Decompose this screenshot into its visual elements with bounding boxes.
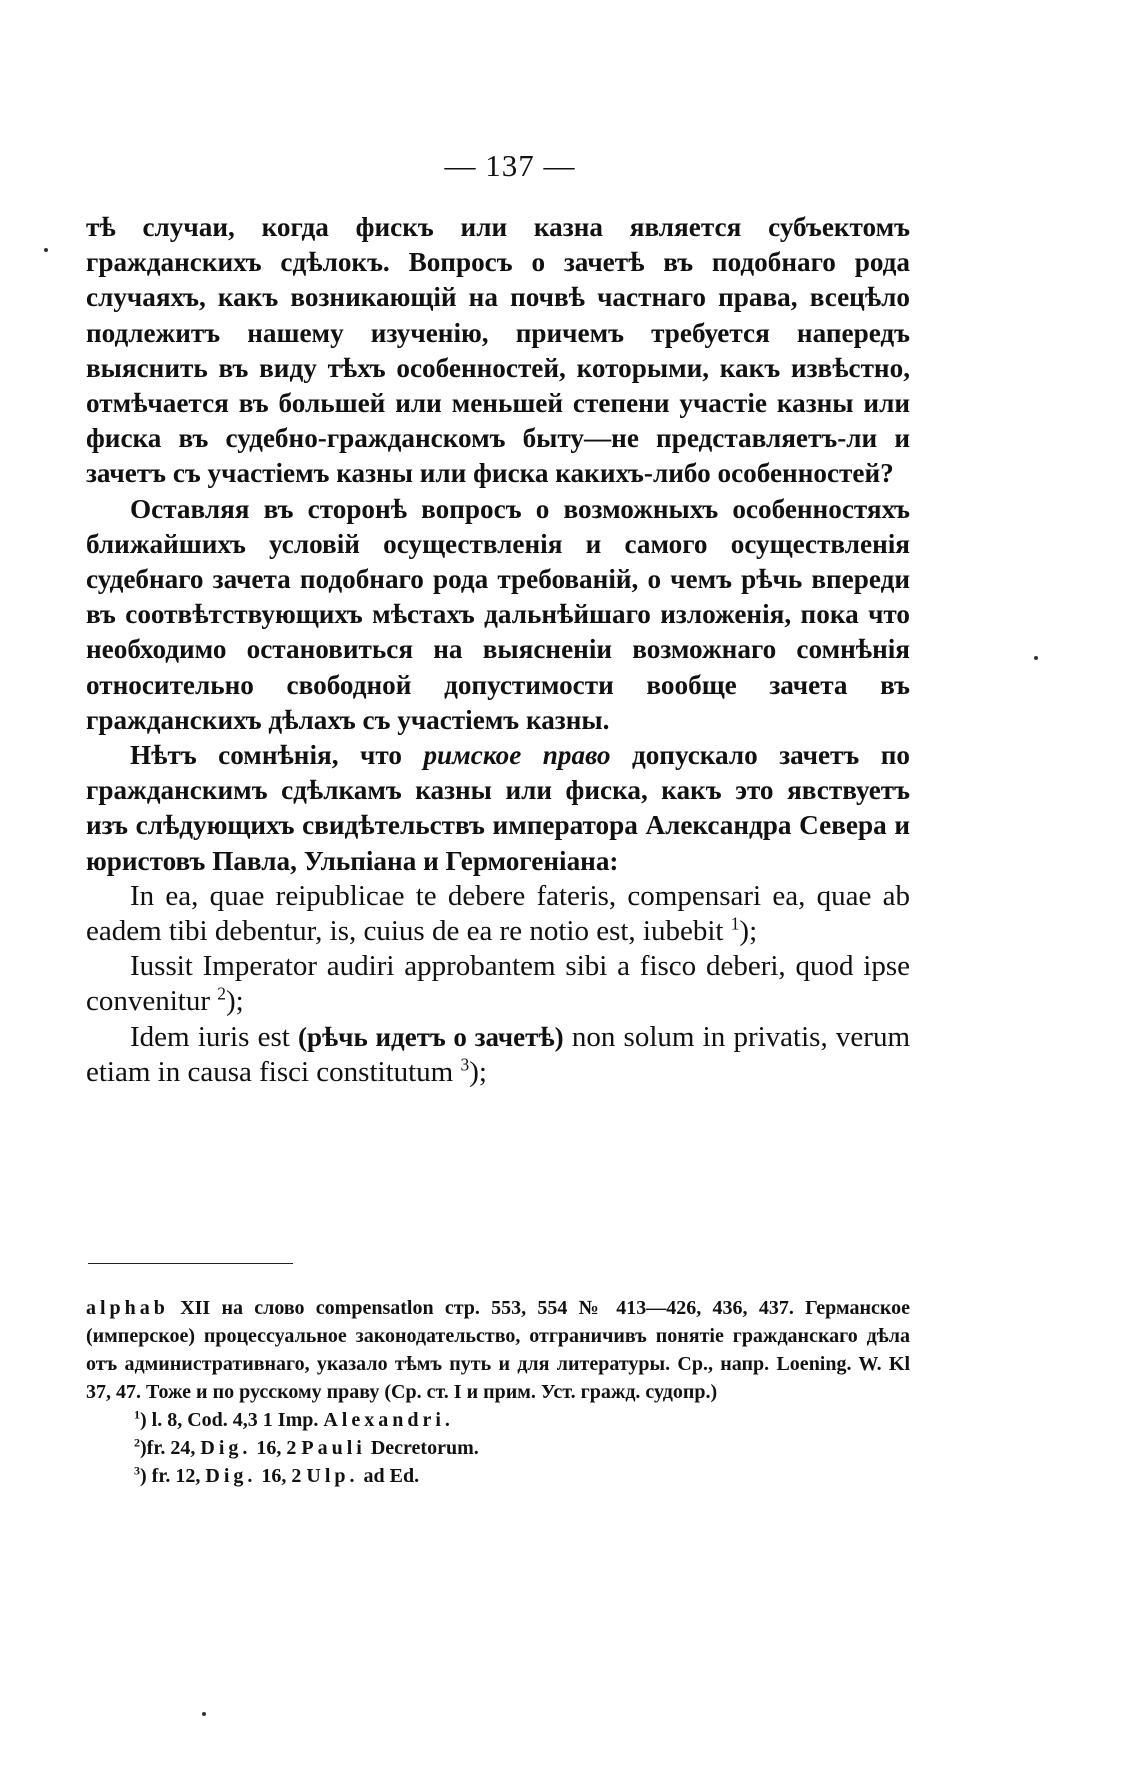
paragraph-1: тѣ случаи, когда фискъ или казна является субъектомъ гражданскихъ сдѣлокъ. Вопросъ о зачетѣ въ подобнаго рода случаяхъ, какъ возникающій на почвѣ частнаго права, всецѣло подлежитъ нашему изученію, причемъ требуется напередъ выяснить въ виду тѣхъ особенностей, которыми, какъ извѣстно, отмѣчается въ большей или меньшей степени участіе казны или фиска въ судебно-гражданскомъ быту—не представляетъ-ли и зачетъ съ участіемъ казны или фиска какихъ-либо особенностей? — [86, 212, 910, 489]
footnote-3-spaced1: Dig. — [205, 1465, 257, 1487]
footnote-1-spaced: Alexandri. — [323, 1409, 454, 1431]
paragraph-2: Оставляя въ сторонѣ вопросъ о возможныхъ особенностяхъ ближайшихъ условій осуществленія и самого осуществленія судебнаго зачета подобнаго рода требованій, о чемъ рѣчь впереди въ соотвѣтствующихъ мѣстахъ дальнѣйшаго изложенія, пока что необходимо остановиться на выясненіи возможнаго сомнѣнія относительно свободной допустимости вообще зачета въ гражданскихъ дѣлахъ съ участіемъ казны. — [86, 493, 910, 735]
quote-2-text: Iussit Imperator audiri approbantem sibi a fisco deberi, quod ipse convenitur — [86, 950, 910, 1018]
page-number: — 137 — — [444, 148, 576, 183]
footnote-3-b: 16, 2 — [261, 1465, 302, 1487]
footnote-3-c: ad Ed. — [363, 1465, 420, 1487]
footnotes — [86, 1294, 910, 1490]
speck-mark — [1034, 656, 1038, 660]
footnote-3-mark: 3 — [134, 1463, 140, 1478]
quote-3-end: non solum in privatis, verum etiam in causa fisci constitutum — [86, 1020, 911, 1088]
footnote-2-spaced1: Dig. — [200, 1437, 252, 1459]
footnote-1-mark: 1 — [134, 1407, 140, 1422]
footnote-1 — [86, 1406, 910, 1434]
quote-2-tail: ); — [225, 985, 244, 1018]
paragraph-3-end: допускало зачетъ по гражданскимъ сдѣлкамъ казны или фиска, какъ это явствуетъ изъ слѣдующихъ свидѣтельствъ императора Александра Севера и юристовъ Павла, Ульпіана и Гермогеніана: — [86, 740, 911, 876]
footnote-rule — [88, 1263, 293, 1264]
footnote-2-mark: 2 — [134, 1435, 140, 1450]
speck-mark — [44, 248, 48, 252]
footnote-continuation — [86, 1294, 910, 1406]
footnote-cont-text: XII на слово compensatlon стр. 553, 554 № 413—426, 436, 437. Германское (имперское) процессуальное законодательство, отграничивъ понятіе гражданскаго дѣла отъ административнаго, указало тѣмъ путь и для литературы. Ср., напр. Loening. W. Kl 37, 47. Тоже и по русскому праву (Ср. ст. I и прим. Уст. гражд. судопр.) — [86, 1297, 911, 1403]
quote-3 — [86, 1020, 910, 1090]
quote-1-ref: 1 — [730, 913, 740, 934]
footnote-3-a: ) fr. 12, — [140, 1465, 201, 1487]
footnote-2-b: 16, 2 — [256, 1437, 297, 1459]
footnote-2 — [86, 1434, 910, 1462]
footnote-2-spaced2: Pauli — [301, 1437, 366, 1459]
footnote-3 — [86, 1462, 910, 1490]
footnote-cont-spaced: alphab — [86, 1297, 169, 1319]
quote-1 — [86, 879, 910, 949]
quote-1-tail: ); — [739, 915, 758, 948]
paragraph-3-start: Нѣтъ сомнѣнія, что — [130, 740, 402, 771]
speck-mark — [202, 1712, 206, 1716]
quote-2-ref: 2 — [217, 983, 226, 1004]
quote-2 — [86, 949, 910, 1019]
main-text — [86, 210, 910, 1090]
quote-3-paren: (рѣчь идетъ о зачетѣ) — [298, 1021, 564, 1052]
quote-3-start: Idem iuris est — [130, 1020, 290, 1053]
footnote-3-spaced2: Ulp. — [306, 1465, 359, 1487]
footnote-2-c: Decretorum. — [370, 1437, 479, 1459]
quote-3-tail: ); — [469, 1055, 487, 1088]
quote-3-ref: 3 — [460, 1054, 470, 1075]
footnote-2-a: )fr. 24, — [140, 1437, 196, 1459]
quote-1-text: In ea, quae reipublicae te debere fateris, compensari ea, quae ab eadem tibi debentur, is, cuius de ea re notio est, iubebit — [86, 879, 910, 948]
footnote-1-a: ) l. 8, Cod. 4,3 1 Imp. — [140, 1409, 319, 1431]
paragraph-3 — [86, 738, 910, 879]
paragraph-3-italic: римское право — [423, 740, 611, 771]
